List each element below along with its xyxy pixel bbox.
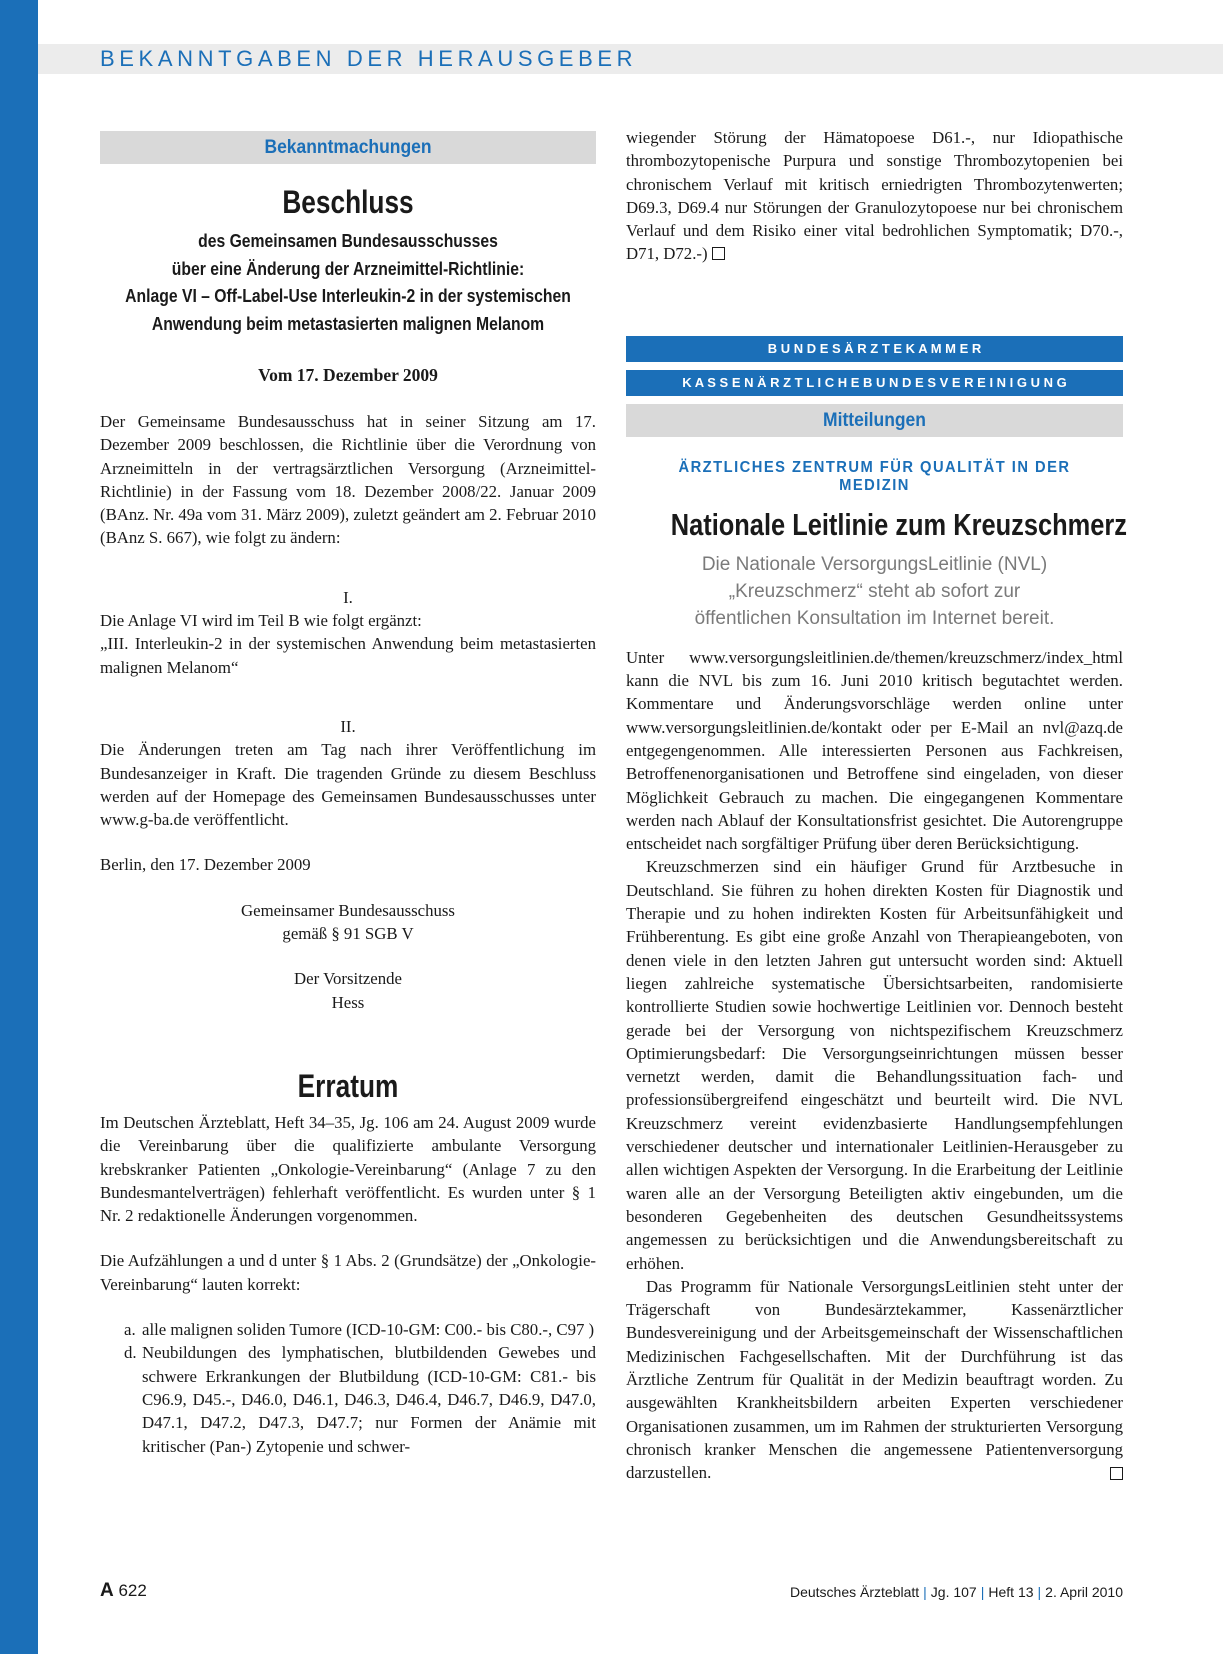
journal-issue: Heft 13 (988, 1584, 1034, 1600)
section-1-line: Die Anlage VI wird im Teil B wie folgt ergänzt: (100, 611, 422, 631)
article-subtitle (100, 227, 596, 337)
list-text: Neubildungen des lymphatischen, blutbildenden Gewebes und schwere Erkrankungen der Blutbildung (ICD-10-GM: C81.- bis C96.9, D45.-, D46.0, D46.1, D46.3, D46.4, D46.7, D46.9, D47.0, D47.1, D47.2, D47.3, D47.7; nur Formen der Anämie mit kritischer (Pan-) Zytopenie und schwer- (142, 1343, 596, 1456)
section-number-2: II. (340, 716, 356, 736)
lead-line: Die Nationale VersorgungsLeitlinie (NVL) (701, 553, 1048, 575)
journal-date: 2. April 2010 (1045, 1584, 1123, 1600)
category-bar-bekanntmachungen (100, 131, 596, 164)
list-item (124, 1341, 596, 1457)
subtitle-line: über eine Änderung der Arzneimittel-Richtlinie: (171, 257, 525, 279)
subtitle-line: des Gemeinsamen Bundesausschusses (198, 230, 498, 251)
category-bar-mitteilungen (626, 404, 1123, 437)
body-paragraph-3-text: Das Programm für Nationale VersorgungsLeitlinien steht unter der Trägerschaft von Bundesärztekammer, Kassenärztlicher Bundesvereinigung und der Arbeitsgemeinschaft der Wissenschaftlichen Medizinischen Fachgesellschaften. Mit der Durchführung ist das Ärztliche Zentrum für Qualität in der Medizin beauftragt worden. Zu ausgewählten Krankheitsbildern arbeiten Experten verschiedener Organisationen zusammen, um im Rahmen der strukturierten Versorgung chronisch kranker Menschen die angemessene Patientenversorgung darzustellen. (626, 1276, 1123, 1483)
signature-role: Der Vorsitzende (294, 969, 402, 989)
journal-info: Deutsches Ärzteblatt | Jg. 107 | Heft 13 | 2. April 2010 (789, 1584, 1123, 1600)
section-header: BEKANNTGABEN DER HERAUSGEBER (100, 46, 638, 71)
organization-bar-kbv (626, 370, 1123, 396)
section-number-1: I. (343, 587, 353, 607)
article-lead (626, 551, 1123, 632)
erratum-title: Erratum (297, 1067, 399, 1104)
left-color-bar (0, 0, 38, 1654)
page-number-value: 622 (118, 1581, 147, 1600)
resolution-date: Vom 17. Dezember 2009 (258, 365, 438, 385)
page-number (100, 1580, 147, 1602)
list-text: alle malignen soliden Tumore (ICD-10-GM: C00.- bis C80.-, C97 ) (142, 1320, 595, 1340)
list-marker: a. (124, 1320, 136, 1340)
article-title: Beschluss (282, 184, 414, 220)
signature-name: Hess (331, 992, 365, 1012)
category-label: Bekanntmachungen (120, 131, 576, 164)
end-of-article-icon (1110, 1467, 1123, 1480)
organization-label: K A S S E N Ä R Z T L I C H E B U N D E S V E R E I N I G U N G (682, 374, 1067, 390)
list-item (124, 1318, 596, 1341)
organization-label: B U N D E S Ä R Z T E K A M M E R (767, 340, 982, 356)
signature-legal-basis: gemäß § 91 SGB V (282, 924, 414, 944)
erratum-paragraph-1: Im Deutschen Ärzteblatt, Heft 34–35, Jg. 106 am 24. August 2009 wurde die Vereinbarung über die qualifizierte ambulante Versorgung krebskranker Patienten „Onkologie-Vereinbarung“ (Anlage 7 zu den Bundesmantelverträgen) fehlerhaft veröffentlicht. Es wurden unter § 1 Nr. 2 redaktionelle Änderungen vorgenommen. (100, 1112, 596, 1226)
category-label: Mitteilungen (646, 404, 1103, 437)
list-marker: d. (124, 1343, 137, 1363)
lead-line: öffentlichen Konsultation im Internet bereit. (694, 607, 1055, 629)
end-of-article-icon (712, 247, 725, 260)
continuation-paragraph (626, 126, 1123, 266)
journal-name: Deutsches Ärzteblatt (789, 1584, 920, 1600)
journal-volume: Jg. 107 (930, 1584, 977, 1600)
place-date: Berlin, den 17. Dezember 2009 (100, 855, 311, 875)
body-paragraph-1: Unter www.versorgungsleitlinien.de/themen/kreuzschmerz/index_html kann die NVL bis zum 16. Juni 2010 kritisch begutachtet werden. Kommentare und Änderungsvorschläge werden online unter www.versorgungsleitlinien.de/kontakt oder per E-Mail an nvl@azq.de entgegengenommen. Alle interessierten Personen aus Fachkreisen, Betroffenenorganisationen und Betroffene sind eingeladen, von dieser Möglichkeit Gebrauch zu machen. Die eingegangenen Kommentare werden nach Ablauf der Konsultationsfrist gesichtet. Die Autorengruppe entscheidet nach sorgfältiger Prüfung über deren Berücksichtigung. (626, 647, 1123, 854)
organization-bar-baek (626, 336, 1123, 362)
section-2-text: Die Änderungen treten am Tag nach ihrer Veröffentlichung im Bundesanzeiger in Kraft. Die tragenden Gründe zu diesem Beschluss werden auf der Homepage des Gemeinsamen Bundesausschusses unter www.g-ba.de veröffentlicht. (100, 740, 596, 830)
body-paragraph-3 (626, 1275, 1123, 1485)
signature-organization: Gemeinsamer Bundesausschuss (241, 900, 455, 920)
page-prefix: A (100, 1580, 114, 1601)
lead-line: „Kreuzschmerz“ steht ab sofort zur (728, 580, 1021, 602)
continuation-text: wiegender Störung der Hämatopoese D61.-, nur Idiopathische thrombozytopenische Purpura und sonstige Thrombozytopenien bei chronischem Verlauf mit kritisch erniedrigten Thrombozytenwerten; D69.3, D69.4 nur Störungen der Granulozytopoese nur bei chronischem Verlauf und dem Risiko einer vital bedrohlichen Symptomatik; D70.-, D71, D72.-) (626, 128, 1123, 264)
article-title: Nationale Leitlinie zum Kreuzschmerz (670, 506, 1127, 542)
subtitle-line: Anlage VI – Off-Label-Use Interleukin-2 in der systemischen (125, 285, 571, 306)
article-kicker: ÄRZTLICHES ZENTRUM FÜR QUALITÄT IN DER MEDIZIN (678, 458, 1071, 494)
left-column (100, 131, 596, 1458)
section-1-quote: „III. Interleukin-2 in der systemischen Anwendung beim metastasierten malignen Melanom“ (100, 634, 596, 677)
intro-paragraph: Der Gemeinsame Bundesausschuss hat in seiner Sitzung am 17. Dezember 2009 beschlossen, die Richtlinie über die Verordnung von Arzneimitteln in der vertragsärztlichen Versorgung (Arzneimittel-Richtlinie) in der Fassung vom 18. Dezember 2008/22. Januar 2009 (BAnz. Nr. 49a vom 31. März 2009), zuletzt geändert am 2. Februar 2010 (BAnz S. 667), wie folgt zu ändern: (100, 412, 596, 548)
right-column (626, 126, 1127, 1484)
subtitle-line: Anwendung beim metastasierten malignen Melanom (151, 312, 545, 334)
erratum-paragraph-2: Die Aufzählungen a und d unter § 1 Abs. 2 (Grundsätze) der „Onkologie-Vereinbarung“ lauten korrekt: (100, 1251, 596, 1294)
body-paragraph-2: Kreuzschmerzen sind ein häufiger Grund für Arztbesuche in Deutschland. Sie führen zu hohen direkten Kosten für Diagnostik und Therapie und zu hohen indirekten Kosten für Arbeitsunfähigkeit und Frühberentung. Es gibt eine große Anzahl von Therapieangeboten, von denen viele in den letzten Jahren gut untersucht worden sind: Aktuell liegen zahlreiche systematische Übersichtsarbeiten, randomisierte kontrollierte Studien sowie hochwertige Leitlinien vor. Dennoch besteht gerade bei der Versorgung von nichtspezifischem Kreuzschmerz Optimierungsbedarf: Die Versorgungseinrichtungen müssen besser vernetzt werden, damit die Behandlungssituation fach- und professionsübergreifend eingeschätzt und beurteilt wird. Die NVL Kreuzschmerz vereint evidenzbasierte Handlungsempfehlungen verschiedener deutscher und internationaler Leitlinien-Herausgeber zu allen wichtigen Aspekten der Versorgung. In die Erarbeitung der Leitlinie waren alle an der Versorgung Beteiligten aktiv eingebunden, um die besonderen Gegebenheiten des deutschen Gesundheitssystems angemessen zu berücksichtigen und die Anwendungsbereitschaft zu erhöhen. (626, 857, 1123, 1273)
